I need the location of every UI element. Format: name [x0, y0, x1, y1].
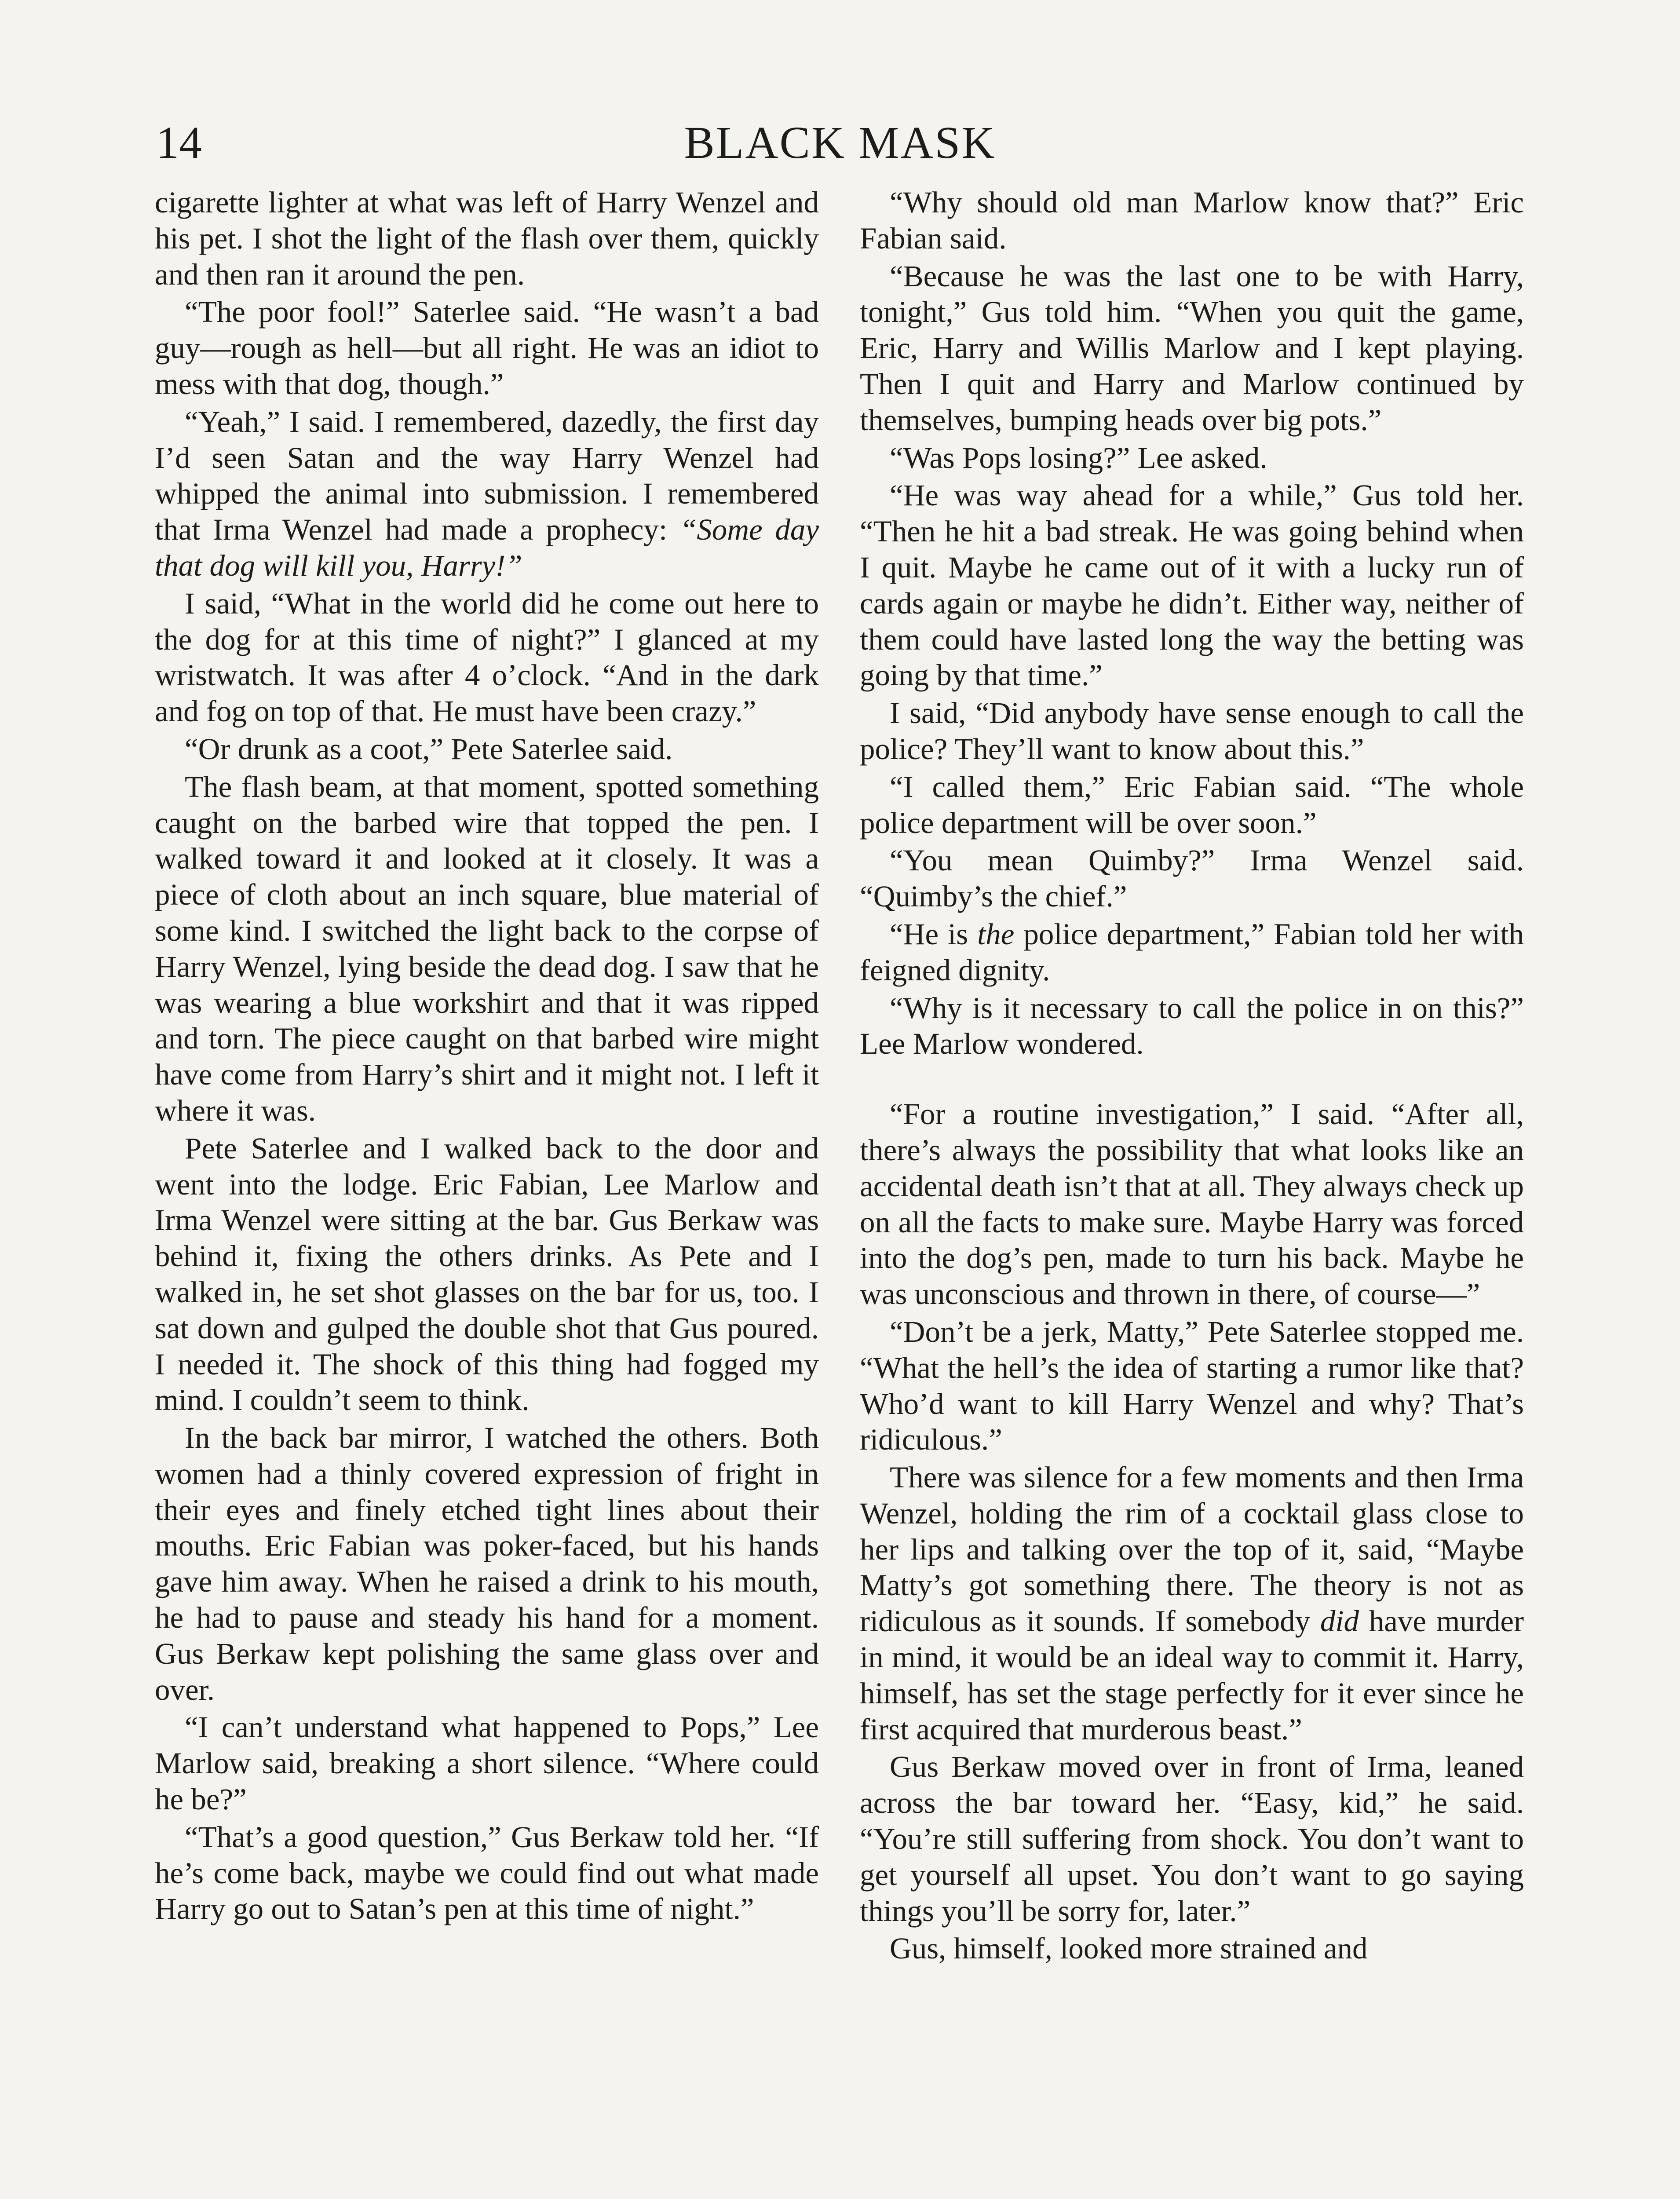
paragraph: Gus, himself, looked more strained and — [890, 1932, 1368, 1965]
paragraph: “Was Pops losing?” Lee asked. — [890, 441, 1267, 475]
paragraph: cigarette lighter at what was left of Harry Wenzel and his pet. I shot the light of the flash over them, quickly and then ran it around the pen. — [155, 186, 819, 291]
paragraph: “Why should old man Marlow know that?” Eric Fabian said. — [860, 186, 1524, 255]
paragraph: “Because he was the last one to be with Harry, tonight,” Gus told him. “When you quit the game, Eric, Harry and Willis Marlow and I kept playing. Then I quit and Harry and Marlow continued by themselves, bumping heads over big pots.” — [860, 259, 1524, 437]
paragraph: I said, “What in the world did he come out here to the dog for at this time of night?” I glanced at my wristwatch. It was after 4 o’clock. “And in the dark and fog on top of that. He must have been crazy.” — [155, 586, 819, 728]
paragraph: “He is the police department,” Fabian told her with feigned dignity. — [860, 917, 1524, 987]
paragraph: The flash beam, at that moment, spotted something caught on the barbed wire that topped the pen. I walked toward it and looked at it closely. It was a piece of cloth about an inch square, blue material of some kind. I switched the light back to the corpse of Harry Wenzel, lying beside the dead dog. I saw that he was wearing a blue workshirt and that it was ripped and torn. The piece caught on that barbed wire might have come from Harry’s shirt and it might not. I left it where it was. — [155, 770, 819, 1127]
paragraph: “Or drunk as a coot,” Pete Saterlee said. — [185, 732, 673, 766]
italic-word: the — [977, 917, 1015, 951]
paragraph: “Why is it necessary to call the police in on this?” Lee Marlow wondered. — [860, 991, 1524, 1061]
paragraph: There was silence for a few moments and then Irma Wenzel, holding the rim of a cocktail glass close to her lips and talking over the top of it, said, “Maybe Matty’s got something there. The theory is not as ridiculous as it sounds. If somebody did have murder in mind, it would be an ideal way to commit it. Harry, himself, has set the stage perfectly for it ever since he first acquired that murderous beast.” — [860, 1461, 1524, 1746]
right-text-column — [860, 185, 1524, 1969]
left-text-column — [155, 185, 819, 1929]
paragraph: “You mean Quimby?” Irma Wenzel said. “Quimby’s the chief.” — [860, 844, 1524, 913]
paragraph: “I can’t understand what happened to Pops,” Lee Marlow said, breaking a short silence. “Where could he be?” — [155, 1710, 819, 1816]
paragraph: “That’s a good question,” Gus Berkaw told her. “If he’s come back, maybe we could find out what made Harry go out to Satan’s pen at this time of night.” — [155, 1820, 819, 1926]
magazine-title: BLACK MASK — [684, 117, 996, 168]
paragraph: I said, “Did anybody have sense enough to call the police? They’ll want to know about this.” — [860, 696, 1524, 766]
paragraph: “I called them,” Eric Fabian said. “The whole police department will be over soon.” — [860, 770, 1524, 840]
paragraph: In the back bar mirror, I watched the others. Both women had a thinly covered expression of fright in their eyes and finely etched tight lines about their mouths. Eric Fabian was poker-faced, but his hands gave him away. When he raised a drink to his mouth, he had to pause and steady his hand for a moment. Gus Berkaw kept polishing the same glass over and over. — [155, 1421, 819, 1706]
paragraph: “Yeah,” I said. I remembered, dazedly, the first day I’d seen Satan and the way Harry Wenzel had whipped the animal into submission. I remembered that Irma Wenzel had made a prophecy: “Some day that dog will kill you, Harry!” — [155, 405, 819, 582]
italic-word: did — [1320, 1604, 1359, 1638]
paragraph: “Don’t be a jerk, Matty,” Pete Saterlee stopped me. “What the hell’s the idea of starting a rumor like that? Who’d want to kill Harry Wenzel and why? That’s ridiculous.” — [860, 1315, 1524, 1457]
paragraph: “He was way ahead for a while,” Gus told her. “Then he hit a bad streak. He was going behind when I quit. Maybe he came out of it with a lucky run of cards again or maybe he didn’t. Either way, neither of them could have lasted long the way the betting was going by that time.” — [860, 479, 1524, 692]
page-number: 14 — [156, 117, 202, 168]
paragraph: Pete Saterlee and I walked back to the door and went into the lodge. Eric Fabian, Lee Marlow and Irma Wenzel were sitting at the bar. Gus Berkaw was behind it, fixing the others drinks. As Pete and I walked in, he set shot glasses on the bar for us, too. I sat down and gulped the double shot that Gus poured. I needed it. The shock of this thing had fogged my mind. I couldn’t seem to think. — [155, 1131, 819, 1417]
paragraph: “For a routine investigation,” I said. “After all, there’s always the possibility that what looks like an accidental death isn’t that at all. They always check up on all the facts to make sure. Maybe Harry was forced into the dog’s pen, made to turn his back. Maybe he was unconscious and thrown in there, of course—” — [860, 1097, 1524, 1311]
running-header — [156, 112, 1524, 174]
italic-quote: “Some day that dog will kill you, Harry!” — [155, 513, 819, 582]
paragraph: Gus Berkaw moved over in front of Irma, leaned across the bar toward her. “Easy, kid,” he said. “You’re still suffering from shock. You don’t want to get yourself all upset. You don’t want to go saying things you’ll be sorry for, later.” — [860, 1750, 1524, 1928]
paragraph: “The poor fool!” Saterlee said. “He wasn’t a bad guy—rough as hell—but all right. He was an idiot to mess with that dog, though.” — [155, 295, 819, 401]
